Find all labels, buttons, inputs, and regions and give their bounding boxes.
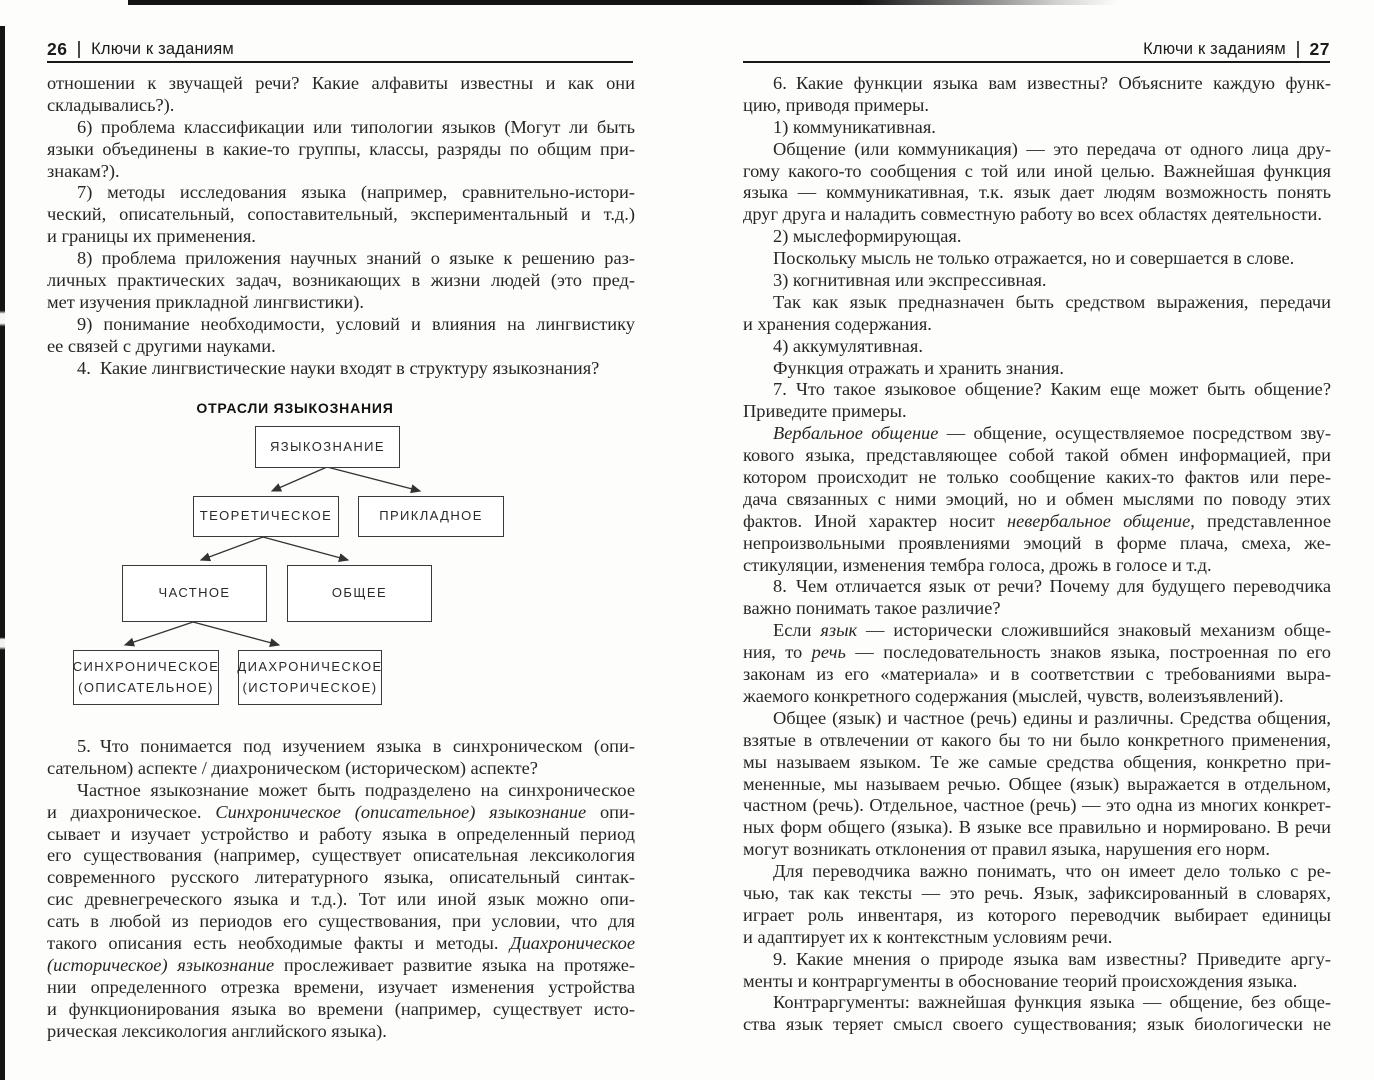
text-line: непроизвольными проявлениями эмоций в форме плача, смеха, же- (743, 532, 1331, 553)
text-line: языки объединены в какие-то группы, классы, разряды по общим при- (47, 138, 635, 159)
text-line: могут возникать отклонения от правил языка, нарушения его норм. (743, 839, 1270, 860)
text-line: его существования (например, существует описательная лексикология (47, 845, 635, 866)
text-line: мененные, мы называем речью. Общее (язык) выражается в отдельном, (743, 773, 1331, 794)
text-line: 6. Какие функции языка вам известны? Объясните каждую функ- (773, 73, 1331, 93)
text-line: законам из его «материала» и в соответствии с требованиями выра- (743, 664, 1331, 685)
text-line: личных практических задач, возникающих в жизни людей (это пред- (47, 270, 635, 291)
diagram-node-label: ОБЩЕЕ (331, 585, 388, 601)
text-line: (историческое) языкознание прослеживает развитие языка на протяже- (47, 954, 635, 975)
diagram-node-label: ТЕОРЕТИЧЕСКОЕ (199, 508, 333, 524)
page-header-left (47, 38, 633, 60)
text-line: Поскольку мысль не только отражается, но и совершается в слове. (773, 248, 1295, 269)
text-line: рическая лексикология английского языка). (47, 1020, 387, 1041)
diagram-node-diachronic (238, 650, 382, 705)
diagram-node-linguistics (255, 426, 400, 468)
scan-artifact-left (0, 26, 5, 1080)
diagram-node-label: СИНХРОНИЧЕСКОЕ (72, 659, 220, 675)
diagram-node-general (287, 565, 432, 622)
text-line: цию, приводя примеры. (743, 94, 929, 115)
text-line: 4. Какие лингвистические науки входят в структуру языкознания? (77, 357, 600, 378)
text-line: Контраргументы: важнейшая функция языка — общение, без обще- (773, 992, 1331, 1013)
text-line: Если язык — исторически сложившийся знаковый механизм обще- (773, 620, 1331, 641)
page-number-right: 27 (1309, 38, 1330, 59)
text-line: знакам?). (47, 160, 120, 181)
diagram-node-label: ДИАХРОНИЧЕСКОЕ (237, 659, 383, 675)
text-line: сывает и изучает устройство и работу языка в определенный период (47, 823, 635, 844)
body-text-right (743, 73, 1331, 1036)
text-line: 5. Что понимается под изучением языка в синхроническом (опи- (77, 736, 635, 756)
diagram-node-synchronic (73, 650, 219, 705)
text-line: Частное языкознание может быть подразделено на синхроническое (77, 779, 635, 800)
text-line: 7) методы исследования языка (например, сравнительно-истори- (77, 182, 635, 203)
text-line: ства язык теряет смысл своего существования; язык биологически не (743, 1014, 1331, 1035)
diagram-node-applied (358, 496, 504, 537)
header-section-title: Ключи к заданиям (1143, 39, 1286, 58)
text-line: и функционирования языка во времени (например, существует исто- (47, 998, 635, 1019)
text-line: котором происходит не только сообщение каких-то фактов или пере- (743, 467, 1331, 488)
text-line: взятые в отвлечении от какого бы то ни было конкретного применения, (743, 729, 1331, 750)
text-line: 9) понимание необходимости, условий и влияния на лингвистику (77, 313, 635, 334)
text-line: современного русского литературного языка, описательный синтак- (47, 867, 635, 888)
text-line: складывались?). (47, 94, 175, 115)
text-line: стикуляции, изменения тембра голоса, дрожь в голосе и т.д. (743, 554, 1212, 575)
text-line: 3) когнитивная или экспрессивная. (773, 270, 1047, 291)
text-line: играет роль инвентаря, из которого переводчик выбирает единицы (743, 904, 1331, 925)
diagram-title: ОТРАСЛИ ЯЗЫКОЗНАНИЯ (196, 400, 394, 416)
text-line: Функция отражать и хранить знания. (773, 357, 1064, 378)
text-line: и хранения содержания. (743, 313, 932, 334)
text-line: такого описания есть необходимые факты и методы. Диахроническое (47, 933, 635, 954)
text-line: жаемого конкретного содержания (мыслей, чувств, волеизъявлений). (743, 685, 1284, 706)
text-line: Общее (язык) и частное (речь) едины и различны. Средства общения, (773, 707, 1331, 728)
diagram-node-theoretical (193, 496, 339, 537)
text-line: 6) проблема классификации или типологии языков (Могут ли быть (77, 116, 635, 137)
header-divider (78, 41, 80, 58)
text-line: Общение (или коммуникация) — это передача от одного лица дру- (773, 138, 1331, 159)
text-line: 8. Чем отличается язык от речи? Почему для будущего переводчика (773, 576, 1331, 597)
text-line: 4) аккумулятивная. (773, 335, 923, 356)
text-line: чью, так как тексты — это речь. Язык, зафиксированный в словарях, (743, 882, 1331, 903)
text-line: мы называем языком. Те же самые средства общения, конкретно при- (743, 751, 1331, 772)
text-line: и диахроническое. Синхроническое (описательное) языкознание опи- (47, 801, 635, 822)
diagram-node-particular (122, 565, 267, 622)
diagram-node-sublabel: (ИСТОРИЧЕСКОЕ) (242, 679, 378, 695)
body-text-left-bottom (47, 736, 635, 1042)
text-line: ческий, описательный, сопоставительный, экспериментальный и т.д.) (47, 204, 635, 225)
text-line: языка — коммуникативная, т.к. язык дает людям возможность понять (743, 182, 1331, 203)
text-line: сать в любой из периодов его существования, при условии, что для (47, 911, 635, 932)
text-line: 8) проблема приложения научных знаний о языке к решению раз- (77, 248, 635, 269)
diagram-node-sublabel: (ОПИСАТЕЛЬНОЕ) (78, 679, 214, 695)
text-line: 9. Какие мнения о природе языка вам известны? Приведите аргу- (773, 948, 1331, 969)
text-line: отношении к звучащей речи? Какие алфавиты известны и как они (47, 73, 635, 93)
text-line: мет изучения прикладной лингвистики). (47, 291, 364, 312)
text-line: ния, то речь — последовательность знаков языка, построенная по его (743, 642, 1331, 663)
text-line: 7. Что такое языковое общение? Каким еще может быть общение? (773, 379, 1331, 400)
page-header-right (743, 38, 1330, 60)
text-line: дача связанных с ними эмоций, но и обмен мыслями по поводу этих (743, 488, 1331, 509)
text-line: сательном) аспекте / диахроническом (историческом) аспекте? (47, 757, 538, 778)
text-line: фактов. Иной характер носит невербальное общение, представленное (743, 510, 1331, 531)
text-line: 1) коммуникативная. (773, 116, 936, 137)
diagram-node-label: ЧАСТНОЕ (158, 585, 231, 601)
text-line: и адаптирует их к контекстным условиям речи. (743, 926, 1113, 947)
text-line: Так как язык предназначен быть средством выражения, передачи (773, 291, 1331, 312)
text-line: друг друга и наладить совместную работу во всех областях деятельности. (743, 204, 1322, 225)
scan-artifact-top (128, 0, 1118, 5)
page-number-left: 26 (47, 38, 68, 59)
text-line: сис древнегреческого языка и т.д.). Тот или иной язык можно опи- (47, 889, 635, 910)
text-line: Вербальное общение — общение, осуществляемое посредством зву- (773, 423, 1331, 444)
text-line: кового языка, представляющее собой такой обмен информацией, при (743, 445, 1331, 466)
header-rule-left (47, 61, 633, 63)
linguistics-branches-diagram (73, 398, 503, 714)
text-line: важно понимать такое различие? (743, 598, 1001, 619)
text-line: нии определенного отрезка времени, изучает изменения устройства (47, 976, 635, 997)
text-line: Для переводчика важно понимать, что он имеет дело только с ре- (773, 861, 1331, 882)
text-line: гому какого-то сообщения с той или иной целью. Важнейшая функция (743, 160, 1331, 181)
text-line: частном (речь). Отдельное, частное (речь) — это одна из многих конкрет- (743, 795, 1331, 816)
text-line: 2) мыслеформирующая. (773, 226, 962, 247)
diagram-node-label: ПРИКЛАДНОЕ (379, 508, 483, 524)
text-line: ных форм общего (языка). В языке все правильно и нормировано. В речи (743, 817, 1331, 838)
header-rule-right (743, 61, 1330, 63)
body-text-left-top (47, 73, 635, 379)
text-line: Приведите примеры. (743, 401, 907, 422)
diagram-node-label: ЯЗЫКОЗНАНИЕ (269, 438, 385, 454)
text-line: и границы их применения. (47, 226, 256, 247)
text-line: менты и контраргументы в обоснование теорий происхождения языка. (743, 970, 1298, 991)
header-divider (1297, 41, 1299, 58)
text-line: ее связей с другими науками. (47, 335, 276, 356)
header-section-title: Ключи к заданиям (91, 39, 234, 58)
